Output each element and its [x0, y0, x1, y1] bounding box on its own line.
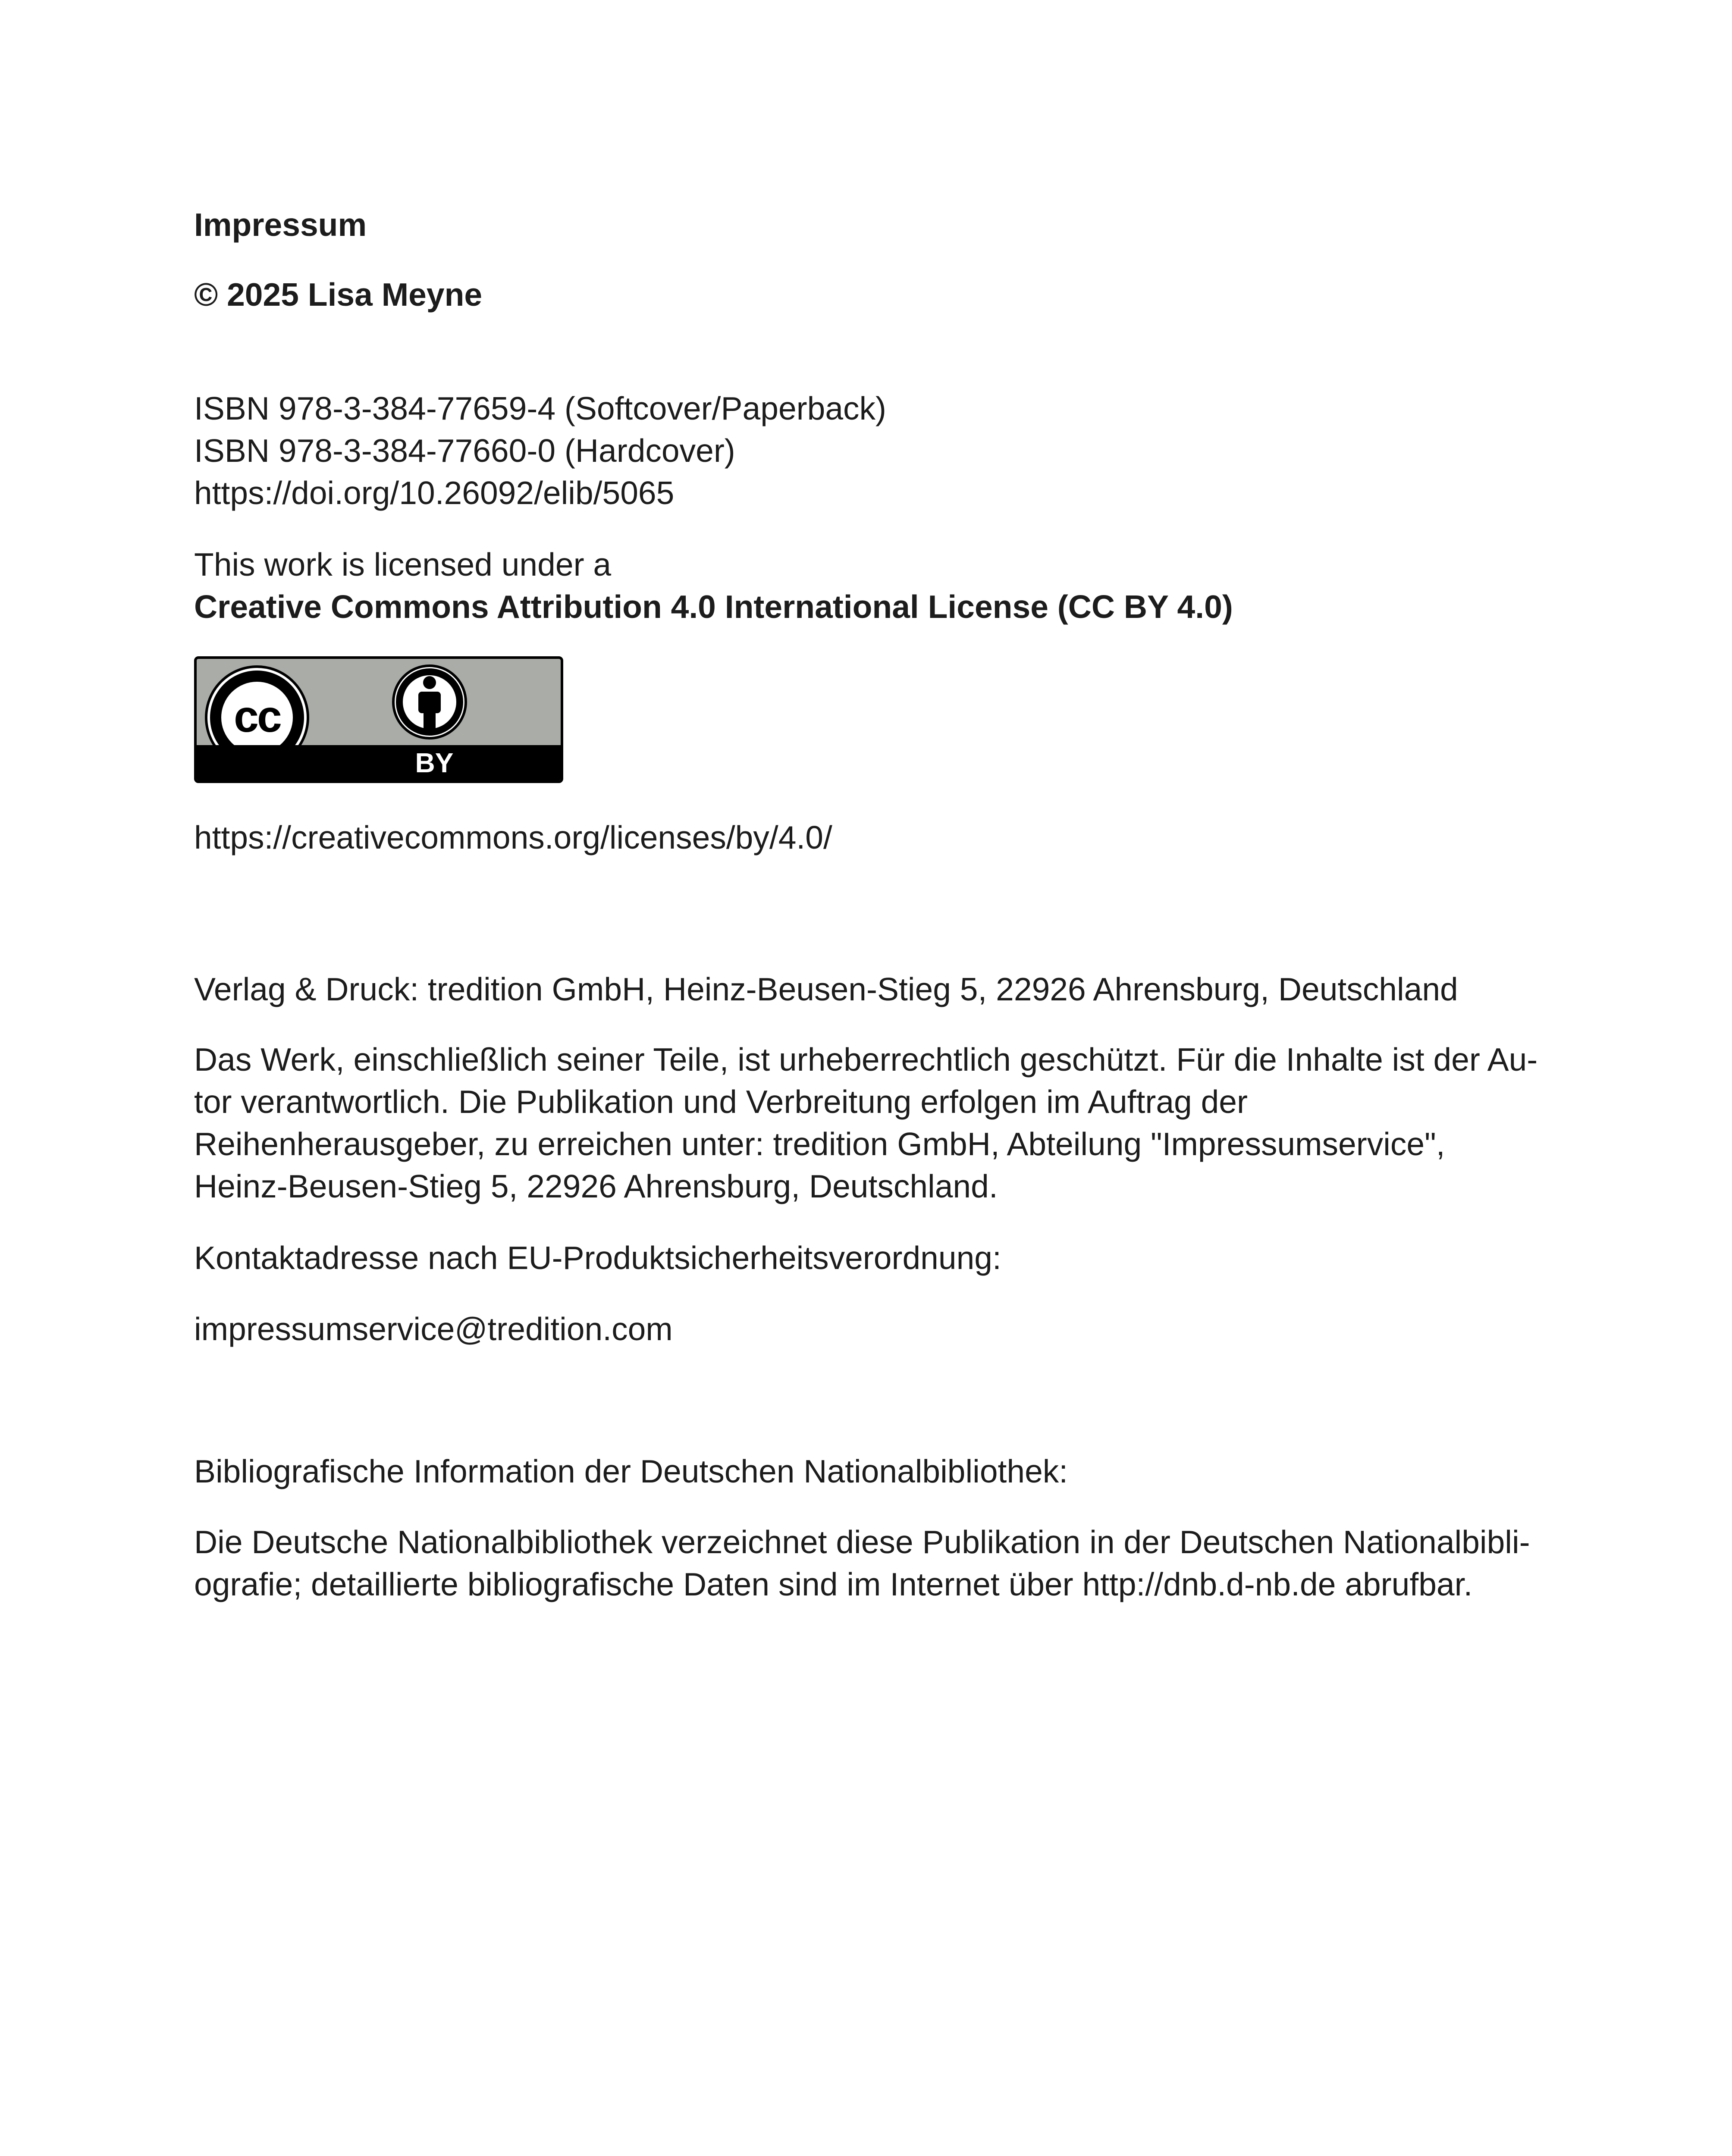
paragraph-line: Die Deutsche Nationalbibliothek verzeichnet diese Publikation in der Deutschen Nationalbibli- — [194, 1524, 1530, 1560]
contact-email[interactable]: impressumservice@tredition.com — [194, 1311, 673, 1347]
paragraph-line: Reihenherausgeber, zu erreichen unter: tredition GmbH, Abteilung "Impressumservice", — [194, 1126, 1445, 1162]
paragraph-line: tor verantwortlich. Die Publikation und Verbreitung erfolgen im Auftrag der — [194, 1084, 1248, 1120]
publisher-line: Verlag & Druck: tredition GmbH, Heinz-Beusen-Stieg 5, 22926 Ahrensburg, Deutschland — [194, 971, 1458, 1007]
paragraph-line: Das Werk, einschließlich seiner Teile, ist urheberrechtlich geschützt. Für die Inhalte ist der Au- — [194, 1041, 1538, 1078]
dnb-paragraph — [194, 1521, 1553, 1605]
cc-by-badge[interactable] — [194, 656, 563, 783]
doi-link[interactable]: https://doi.org/10.26092/elib/5065 — [194, 475, 675, 511]
copyright-paragraph — [194, 1038, 1553, 1207]
cc-label: cc — [234, 692, 280, 742]
imprint-page — [194, 0, 1566, 2156]
person-icon — [393, 666, 466, 738]
isbn-hardcover: ISBN 978-3-384-77660-0 (Hardcover) — [194, 432, 735, 469]
badge-band — [197, 745, 561, 780]
by-label: BY — [415, 747, 454, 778]
paragraph-line: ografie; detaillierte bibliografische Daten sind im Internet über http://dnb.d-nb.de abrufbar. — [194, 1566, 1473, 1602]
dnb-heading: Bibliografische Information der Deutschen Nationalbibliothek: — [194, 1453, 1068, 1489]
page-title: Impressum — [194, 207, 367, 243]
license-url[interactable]: https://creativecommons.org/licenses/by/4.0/ — [194, 819, 832, 856]
copyright-line: © 2025 Lisa Meyne — [194, 276, 483, 313]
license-intro: This work is licensed under a — [194, 546, 612, 583]
license-name: Creative Commons Attribution 4.0 International License (CC BY 4.0) — [194, 589, 1233, 625]
contact-heading: Kontaktadresse nach EU-Produktsicherheitsverordnung: — [194, 1240, 1001, 1276]
isbn-softcover: ISBN 978-3-384-77659-4 (Softcover/Paperback) — [194, 390, 887, 426]
paragraph-line: Heinz-Beusen-Stieg 5, 22926 Ahrensburg, Deutschland. — [194, 1168, 998, 1204]
